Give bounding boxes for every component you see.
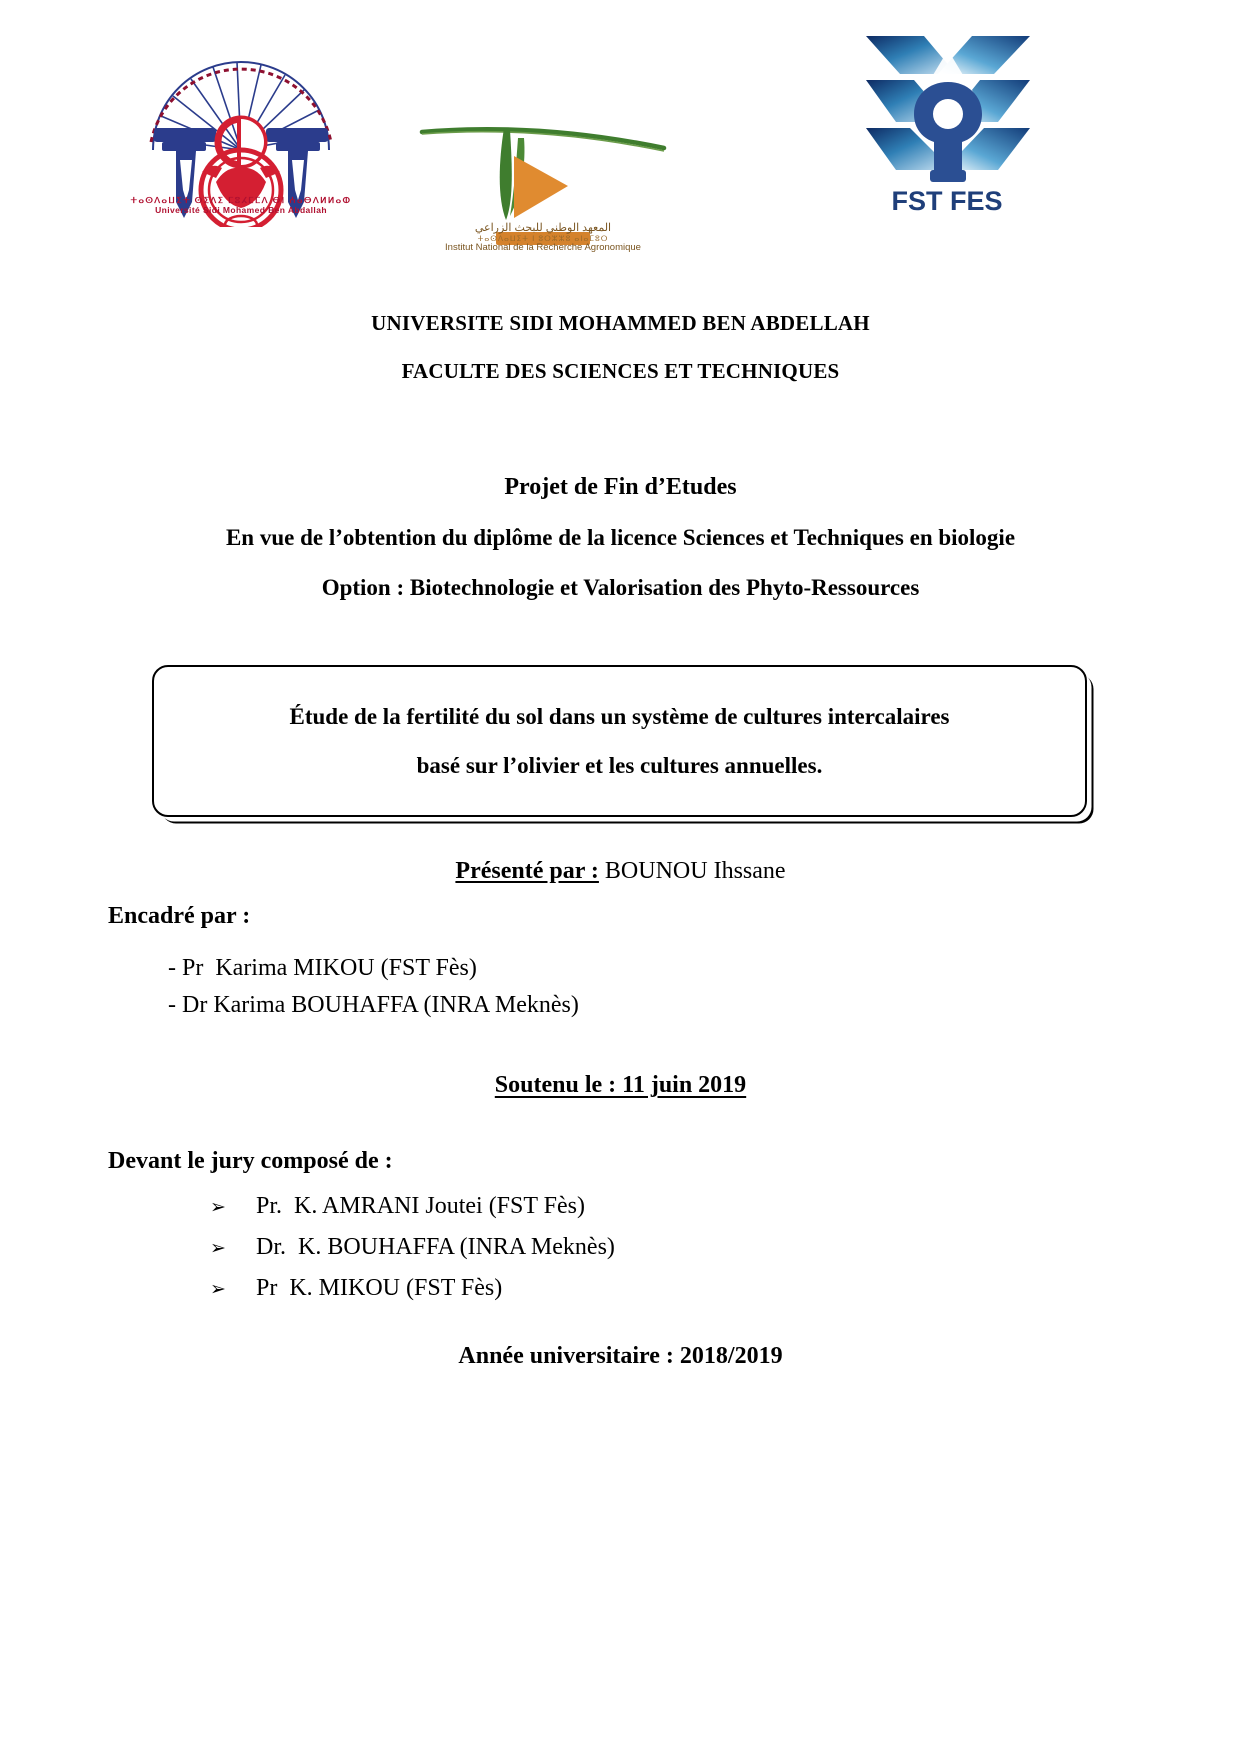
university-name: UNIVERSITE SIDI MOHAMMED BEN ABDELLAH [371, 311, 870, 335]
faculty-name: FACULTE DES SCIENCES ET TECHNIQUES [401, 359, 840, 383]
arrow-bullet-icon: ➢ [210, 1278, 226, 1300]
defense-date [0, 1072, 1241, 1099]
academic-year: Année universitaire : 2018/2019 [458, 1343, 783, 1369]
thesis-title-box [152, 665, 1087, 817]
jury-member-row [210, 1275, 615, 1302]
fst-fes-wordmark: FST FES [891, 186, 1003, 216]
jury-label: Devant le jury composé de : [108, 1148, 393, 1174]
jury-member-name: Pr K. MIKOU (FST Fès) [256, 1275, 503, 1301]
project-option: Option : Biotechnologie et Valorisation des Phyto-Ressources [321, 575, 920, 600]
arrow-bullet-icon: ➢ [210, 1196, 226, 1218]
fst-fes-logo [860, 30, 1035, 230]
project-kind: Projet de Fin d’Etudes [504, 474, 737, 500]
supervisor-item: - Pr Karima MIKOU (FST Fès) [168, 955, 477, 981]
jury-member-row [210, 1234, 615, 1261]
usmba-caption-fr: Université Sidi Mohamed Ben Abdallah [155, 204, 327, 215]
usmba-caption-tifinagh: ⵜⴰⵙⴷⴰⵡⵉⵜ ⵙⵉⴷⵉ ⵎⵓⵃⵎⵎⴷ ⴱⵏ ⵄⴰⴱⴷⵍⵍⴰⵀ [130, 195, 352, 205]
jury-member-name: Pr. K. AMRANI Joutei (FST Fès) [256, 1193, 585, 1219]
thesis-title-line-2: basé sur l’olivier et les cultures annuelles. [416, 753, 823, 778]
inra-caption-tifinagh: ⵜⴰⵙⴷⴰⵡⵉⵜ ⵏ ⵓⵔⵣⵣⵓ ⴰⵏⴰⵎⵓⵔ [477, 233, 609, 243]
inra-caption-ar: المعهد الوطني للبحث الزراعي [474, 222, 612, 234]
usmba-logo-caption [96, 196, 386, 216]
thesis-title-line-1: Étude de la fertilité du sol dans un système de cultures intercalaires [289, 704, 950, 729]
supervisor-item: - Dr Karima BOUHAFFA (INRA Meknès) [168, 992, 579, 1019]
jury-member-name: Dr. K. BOUHAFFA (INRA Meknès) [256, 1234, 615, 1260]
inra-caption-fr: Institut National de la Recherche Agronomique [445, 242, 641, 254]
defense-date-text: Soutenu le : 11 juin 2019 [494, 1072, 747, 1098]
arrow-bullet-icon: ➢ [210, 1237, 226, 1259]
inra-logo-caption [418, 222, 668, 254]
supervisors-label: Encadré par : [108, 903, 251, 929]
author-label: Présenté par : [455, 858, 599, 884]
jury-list [210, 1193, 615, 1316]
author-name: BOUNOU Ihssane [604, 858, 786, 884]
supervisors-list [168, 950, 579, 1024]
jury-member-row [210, 1193, 615, 1220]
logo-band [0, 0, 1241, 285]
project-degree: En vue de l’obtention du diplôme de la licence Sciences et Techniques en biologie [225, 525, 1016, 550]
author-line [0, 858, 1241, 885]
